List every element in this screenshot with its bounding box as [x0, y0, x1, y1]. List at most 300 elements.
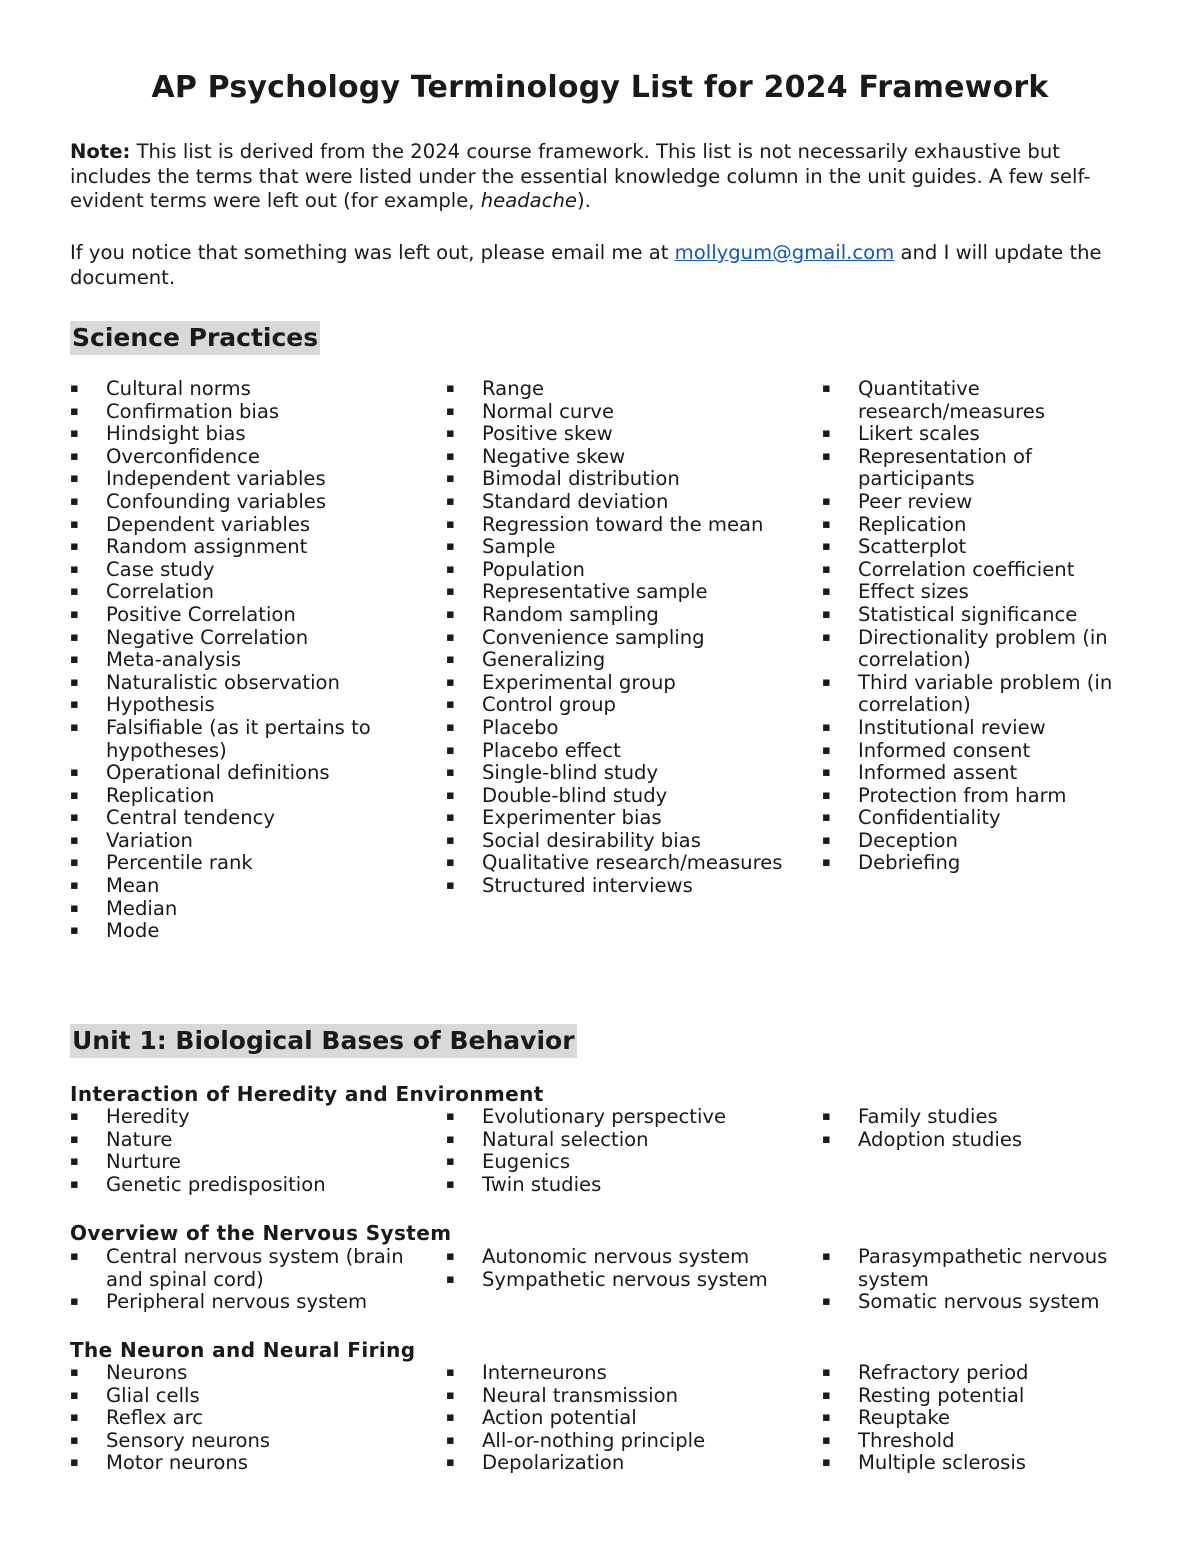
note-text: This list is derived from the 2024 course framework. This list is not necessarily exhaustive but includes the terms that were listed under the essential knowledge column in the unit guides. A few self-evident terms were left out (for example, — [70, 140, 1091, 212]
bullet-icon: ▪ — [446, 629, 455, 645]
subsection-nervous-system-list — [70, 1246, 1150, 1314]
term-label: Random sampling — [482, 602, 659, 626]
term-item — [70, 785, 446, 808]
bullet-icon: ▪ — [822, 516, 831, 532]
term-label: Somatic nervous system — [858, 1290, 1100, 1314]
bullet-icon: ▪ — [70, 1249, 79, 1264]
neuron-column-1 — [70, 1362, 446, 1475]
term-item — [446, 423, 822, 446]
term-item — [822, 446, 1122, 491]
term-label: Dependent variables — [106, 512, 311, 536]
nervous-column-1 — [70, 1246, 446, 1314]
bullet-icon: ▪ — [446, 855, 455, 871]
bullet-icon: ▪ — [446, 1410, 455, 1426]
sp-column-3 — [822, 378, 1122, 943]
term-label: Meta-analysis — [106, 648, 242, 672]
term-item — [822, 627, 1122, 672]
term-label: Mean — [106, 874, 160, 898]
bullet-icon: ▪ — [822, 855, 831, 871]
term-item — [446, 514, 822, 537]
bullet-icon: ▪ — [70, 606, 79, 622]
term-label: Third variable problem (in correlation) — [858, 670, 1113, 717]
bullet-icon: ▪ — [446, 584, 455, 600]
bullet-icon: ▪ — [446, 403, 455, 419]
term-item — [70, 514, 446, 537]
bullet-icon: ▪ — [70, 561, 79, 577]
term-item — [446, 1174, 822, 1197]
term-item — [70, 423, 446, 446]
term-item — [446, 1129, 822, 1152]
term-label: Placebo effect — [482, 738, 621, 762]
bullet-icon: ▪ — [446, 606, 455, 622]
bullet-icon: ▪ — [70, 1109, 79, 1124]
term-label: Informed consent — [858, 738, 1031, 762]
term-label: Resting potential — [858, 1383, 1025, 1407]
term-label: Confounding variables — [106, 489, 327, 513]
bullet-icon: ▪ — [822, 1432, 831, 1448]
bullet-icon: ▪ — [822, 1294, 831, 1310]
bullet-icon: ▪ — [70, 1154, 79, 1170]
bullet-icon: ▪ — [446, 1387, 455, 1403]
term-label: Nurture — [106, 1150, 181, 1174]
term-label: Positive Correlation — [106, 602, 296, 626]
science-practices-list — [70, 378, 1150, 943]
bullet-icon: ▪ — [446, 1176, 455, 1192]
bullet-icon: ▪ — [446, 742, 455, 758]
term-item — [70, 1174, 446, 1197]
term-item — [446, 807, 822, 830]
term-item — [822, 491, 1122, 514]
nervous-column-2 — [446, 1246, 822, 1314]
bullet-icon: ▪ — [822, 1249, 831, 1264]
term-item — [446, 604, 822, 627]
term-item — [822, 1430, 1122, 1453]
bullet-icon: ▪ — [446, 1365, 455, 1380]
term-item — [822, 1452, 1122, 1475]
term-item — [446, 446, 822, 469]
term-item — [70, 852, 446, 875]
note-end: ). — [576, 189, 591, 212]
sp-column-2 — [446, 378, 822, 943]
bullet-icon: ▪ — [822, 810, 831, 826]
term-label: Cultural norms — [106, 377, 251, 400]
term-label: Directionality problem (in correlation) — [858, 625, 1108, 672]
term-item — [70, 1246, 446, 1291]
term-label: Institutional review — [858, 715, 1046, 739]
bullet-icon: ▪ — [446, 1109, 455, 1124]
bullet-icon: ▪ — [70, 832, 79, 848]
subsection-heredity-list — [70, 1106, 1150, 1196]
subsection-neuron-heading: The Neuron and Neural Firing — [70, 1338, 416, 1362]
term-item — [70, 717, 446, 762]
term-item — [70, 604, 446, 627]
heredity-column-3 — [822, 1106, 1122, 1196]
term-item — [822, 807, 1122, 830]
term-label: Negative skew — [482, 444, 626, 468]
term-label: Regression toward the mean — [482, 512, 764, 536]
term-item — [70, 491, 446, 514]
bullet-icon: ▪ — [70, 584, 79, 600]
term-label: Case study — [106, 557, 215, 581]
term-item — [446, 559, 822, 582]
subsection-neuron-list — [70, 1362, 1150, 1475]
term-label: Qualitative research/measures — [482, 851, 783, 875]
bullet-icon: ▪ — [822, 584, 831, 600]
term-label: Population — [482, 557, 585, 581]
term-item — [70, 559, 446, 582]
term-item — [70, 694, 446, 717]
term-label: Multiple sclerosis — [858, 1451, 1027, 1475]
term-item — [446, 1430, 822, 1453]
term-item — [70, 807, 446, 830]
term-item — [446, 694, 822, 717]
bullet-icon: ▪ — [70, 1410, 79, 1426]
bullet-icon: ▪ — [446, 561, 455, 577]
heredity-column-2 — [446, 1106, 822, 1196]
bullet-icon: ▪ — [70, 1176, 79, 1192]
term-item — [446, 1106, 822, 1129]
bullet-icon: ▪ — [70, 878, 79, 894]
bullet-icon: ▪ — [446, 381, 455, 396]
term-item — [70, 401, 446, 424]
bullet-icon: ▪ — [822, 674, 831, 690]
neuron-column-2 — [446, 1362, 822, 1475]
term-label: Sensory neurons — [106, 1428, 271, 1452]
term-label: Informed assent — [858, 761, 1018, 785]
bullet-icon: ▪ — [446, 1432, 455, 1448]
bullet-icon: ▪ — [822, 1410, 831, 1426]
term-label: Eugenics — [482, 1150, 571, 1174]
term-label: Motor neurons — [106, 1451, 248, 1475]
term-item — [70, 1129, 446, 1152]
term-item — [822, 1106, 1122, 1129]
neuron-column-3 — [822, 1362, 1122, 1475]
bullet-icon: ▪ — [822, 1109, 831, 1124]
term-label: Family studies — [858, 1105, 998, 1128]
bullet-icon: ▪ — [446, 765, 455, 781]
term-item — [822, 604, 1122, 627]
term-label: Representative sample — [482, 580, 708, 604]
term-label: Standard deviation — [482, 489, 669, 513]
term-item — [822, 852, 1122, 875]
term-item — [446, 1452, 822, 1475]
bullet-icon: ▪ — [822, 426, 831, 442]
bullet-icon: ▪ — [70, 719, 79, 735]
term-item — [822, 1291, 1122, 1314]
term-label: Twin studies — [482, 1172, 602, 1196]
bullet-icon: ▪ — [446, 516, 455, 532]
term-item — [446, 875, 822, 898]
sp-column-1 — [70, 378, 446, 943]
term-item — [822, 762, 1122, 785]
term-label: Correlation coefficient — [858, 557, 1075, 581]
term-label: Mode — [106, 919, 160, 943]
term-label: Scatterplot — [858, 535, 967, 559]
term-label: Positive skew — [482, 422, 613, 446]
bullet-icon: ▪ — [822, 606, 831, 622]
bullet-icon: ▪ — [70, 471, 79, 487]
term-item — [446, 401, 822, 424]
term-item — [446, 717, 822, 740]
bullet-icon: ▪ — [822, 742, 831, 758]
bullet-icon: ▪ — [446, 1271, 455, 1287]
bullet-icon: ▪ — [70, 787, 79, 803]
bullet-icon: ▪ — [822, 561, 831, 577]
note-label: Note: — [70, 140, 131, 163]
term-label: Heredity — [106, 1105, 190, 1128]
term-label: Naturalistic observation — [106, 670, 340, 694]
term-item — [446, 1407, 822, 1430]
term-item — [70, 898, 446, 921]
term-label: Random assignment — [106, 535, 308, 559]
term-label: Variation — [106, 828, 193, 852]
term-label: Sympathetic nervous system — [482, 1267, 768, 1291]
term-label: Generalizing — [482, 648, 606, 672]
bullet-icon: ▪ — [70, 403, 79, 419]
bullet-icon: ▪ — [70, 900, 79, 916]
term-label: Quantitative research/measures — [858, 377, 1046, 423]
bullet-icon: ▪ — [446, 719, 455, 735]
contact-after: and I will update the document. — [70, 241, 1102, 289]
bullet-icon: ▪ — [446, 810, 455, 826]
term-item — [70, 920, 446, 943]
term-item — [70, 378, 446, 401]
term-label: Median — [106, 896, 178, 920]
term-label: Central tendency — [106, 806, 276, 830]
term-label: Social desirability bias — [482, 828, 701, 852]
bullet-icon: ▪ — [446, 448, 455, 464]
bullet-icon: ▪ — [70, 652, 79, 668]
term-label: Glial cells — [106, 1383, 200, 1407]
term-label: Negative Correlation — [106, 625, 309, 649]
term-item — [70, 1291, 446, 1314]
term-item — [70, 581, 446, 604]
bullet-icon: ▪ — [70, 674, 79, 690]
term-item — [446, 785, 822, 808]
term-item — [70, 1452, 446, 1475]
bullet-icon: ▪ — [446, 1154, 455, 1170]
term-item — [446, 1246, 822, 1269]
bullet-icon: ▪ — [822, 493, 831, 509]
bullet-icon: ▪ — [822, 448, 831, 464]
term-label: Percentile rank — [106, 851, 253, 875]
term-label: Peripheral nervous system — [106, 1290, 368, 1314]
term-item — [70, 468, 446, 491]
contact-before: If you notice that something was left out, please email me at — [70, 241, 675, 264]
subsection-heredity-heading: Interaction of Heredity and Environment — [70, 1082, 544, 1106]
term-label: Deception — [858, 828, 958, 852]
term-item — [70, 649, 446, 672]
bullet-icon: ▪ — [822, 719, 831, 735]
bullet-icon: ▪ — [822, 787, 831, 803]
bullet-icon: ▪ — [70, 765, 79, 781]
term-label: Operational definitions — [106, 761, 330, 785]
term-label: Statistical significance — [858, 602, 1078, 626]
bullet-icon: ▪ — [822, 1365, 831, 1380]
term-label: Normal curve — [482, 399, 615, 423]
term-label: Experimental group — [482, 670, 676, 694]
term-item — [70, 446, 446, 469]
term-item — [446, 378, 822, 401]
term-item — [446, 581, 822, 604]
term-label: Reflex arc — [106, 1406, 204, 1430]
bullet-icon: ▪ — [446, 426, 455, 442]
term-label: Falsifiable (as it pertains to hypotheses) — [106, 715, 371, 762]
term-item — [446, 627, 822, 650]
science-practices-heading: Science Practices — [70, 321, 320, 355]
note-example: headache — [480, 189, 577, 212]
heredity-column-1 — [70, 1106, 446, 1196]
term-item — [446, 491, 822, 514]
term-label: Double-blind study — [482, 783, 668, 807]
term-label: Depolarization — [482, 1451, 625, 1475]
term-label: Likert scales — [858, 422, 980, 446]
bullet-icon: ▪ — [446, 493, 455, 509]
term-label: Reuptake — [858, 1406, 951, 1430]
bullet-icon: ▪ — [822, 629, 831, 645]
term-label: Central nervous system (brain and spinal cord) — [106, 1245, 404, 1291]
bullet-icon: ▪ — [446, 539, 455, 555]
term-item — [446, 852, 822, 875]
bullet-icon: ▪ — [822, 1455, 831, 1471]
term-label: Natural selection — [482, 1127, 649, 1151]
term-label: Bimodal distribution — [482, 467, 680, 491]
subsection-nervous-system-heading: Overview of the Nervous System — [70, 1221, 452, 1245]
term-label: Genetic predisposition — [106, 1172, 326, 1196]
bullet-icon: ▪ — [70, 426, 79, 442]
term-item — [822, 536, 1122, 559]
term-label: Structured interviews — [482, 874, 693, 898]
term-item — [822, 717, 1122, 740]
term-item — [70, 536, 446, 559]
term-item — [70, 1385, 446, 1408]
term-label: Placebo — [482, 715, 559, 739]
term-item — [446, 740, 822, 763]
term-item — [822, 830, 1122, 853]
bullet-icon: ▪ — [70, 1294, 79, 1310]
term-label: Hindsight bias — [106, 422, 246, 446]
bullet-icon: ▪ — [446, 832, 455, 848]
term-label: Hypothesis — [106, 693, 215, 717]
bullet-icon: ▪ — [70, 1365, 79, 1380]
term-label: Threshold — [858, 1428, 955, 1452]
bullet-icon: ▪ — [70, 697, 79, 713]
bullet-icon: ▪ — [446, 1131, 455, 1147]
bullet-icon: ▪ — [822, 1131, 831, 1147]
term-label: Convenience sampling — [482, 625, 705, 649]
term-label: Neural transmission — [482, 1383, 679, 1407]
term-label: Interneurons — [482, 1361, 607, 1384]
term-label: Correlation — [106, 580, 215, 604]
term-label: Sample — [482, 535, 556, 559]
term-item — [446, 1362, 822, 1385]
term-item — [70, 762, 446, 785]
bullet-icon: ▪ — [70, 1455, 79, 1471]
term-item — [446, 649, 822, 672]
term-label: Independent variables — [106, 467, 326, 491]
bullet-icon: ▪ — [70, 516, 79, 532]
bullet-icon: ▪ — [822, 765, 831, 781]
term-item — [822, 1407, 1122, 1430]
term-item — [70, 1362, 446, 1385]
bullet-icon: ▪ — [446, 674, 455, 690]
bullet-icon: ▪ — [446, 878, 455, 894]
term-label: Confidentiality — [858, 806, 1001, 830]
term-label: Replication — [106, 783, 215, 807]
bullet-icon: ▪ — [70, 923, 79, 939]
term-item — [822, 740, 1122, 763]
term-item — [446, 468, 822, 491]
term-item — [70, 1430, 446, 1453]
bullet-icon: ▪ — [70, 810, 79, 826]
term-item — [446, 1269, 822, 1292]
term-label: Confirmation bias — [106, 399, 280, 423]
term-item — [822, 423, 1122, 446]
bullet-icon: ▪ — [822, 1387, 831, 1403]
note-paragraph — [70, 140, 1130, 214]
term-item — [70, 875, 446, 898]
term-item — [70, 830, 446, 853]
bullet-icon: ▪ — [70, 381, 79, 396]
term-label: Range — [482, 377, 545, 400]
bullet-icon: ▪ — [446, 1249, 455, 1264]
term-label: Adoption studies — [858, 1127, 1023, 1151]
term-item — [446, 672, 822, 695]
term-item — [446, 830, 822, 853]
page-title: AP Psychology Terminology List for 2024 Framework — [151, 70, 1049, 105]
term-item — [822, 378, 1122, 423]
term-item — [822, 785, 1122, 808]
bullet-icon: ▪ — [446, 471, 455, 487]
term-label: Evolutionary perspective — [482, 1105, 727, 1128]
term-item — [70, 1407, 446, 1430]
term-item — [822, 1362, 1122, 1385]
term-item — [70, 1151, 446, 1174]
term-item — [446, 1151, 822, 1174]
term-item — [446, 536, 822, 559]
bullet-icon: ▪ — [70, 448, 79, 464]
bullet-icon: ▪ — [822, 832, 831, 848]
bullet-icon: ▪ — [70, 629, 79, 645]
term-label: Control group — [482, 693, 616, 717]
term-label: Autonomic nervous system — [482, 1245, 750, 1268]
term-label: All-or-nothing principle — [482, 1428, 706, 1452]
term-label: Representation of participants — [858, 444, 1032, 491]
term-label: Neurons — [106, 1361, 188, 1384]
term-item — [822, 672, 1122, 717]
term-label: Single-blind study — [482, 761, 659, 785]
bullet-icon: ▪ — [70, 1387, 79, 1403]
term-label: Peer review — [858, 489, 973, 513]
term-item — [822, 1246, 1122, 1291]
term-item — [822, 559, 1122, 582]
term-item — [822, 1385, 1122, 1408]
bullet-icon: ▪ — [822, 539, 831, 555]
email-link[interactable]: mollygum@gmail.com — [674, 241, 895, 264]
term-item — [822, 581, 1122, 604]
term-item — [446, 1385, 822, 1408]
term-label: Effect sizes — [858, 580, 969, 604]
term-item — [70, 1106, 446, 1129]
bullet-icon: ▪ — [70, 1432, 79, 1448]
term-label: Experimenter bias — [482, 806, 662, 830]
term-item — [822, 514, 1122, 537]
term-item — [446, 762, 822, 785]
term-label: Debriefing — [858, 851, 961, 875]
bullet-icon: ▪ — [70, 539, 79, 555]
bullet-icon: ▪ — [446, 1455, 455, 1471]
term-label: Overconfidence — [106, 444, 260, 468]
